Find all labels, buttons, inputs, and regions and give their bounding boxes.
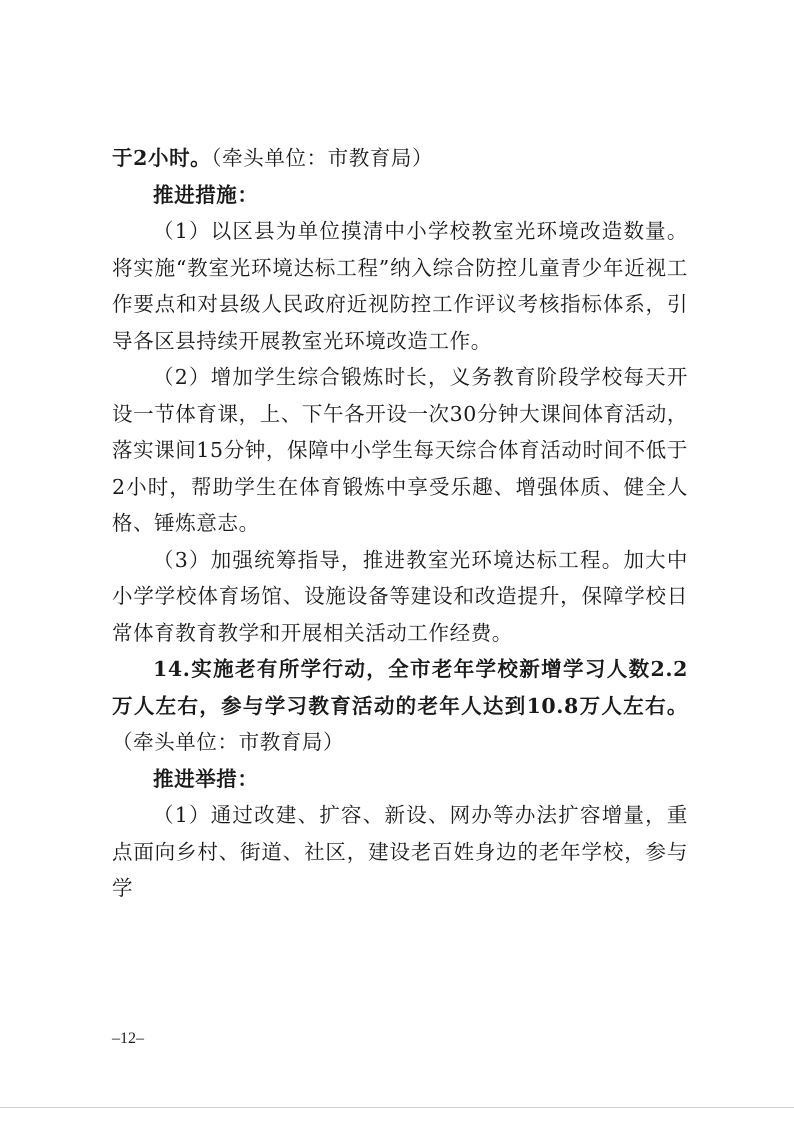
paragraph-intro (112, 140, 688, 177)
intro-bold-text: 于2小时。 (112, 146, 212, 170)
measure-item-1: （1）以区县为单位摸清中小学校教室光环境改造数量。将实施“教室光环境达标工程”纳入综合防控儿童青少年近视工作要点和对县级人民政府近视防控工作评议考核指标体系，引导各区县持续开展教室光环境改造工作。 (112, 219, 688, 353)
measures-heading: 推进措施： (153, 182, 259, 207)
page-edge-divider (0, 1107, 794, 1108)
measure-item-2: （2）增加学生综合锻炼时长，义务教育阶段学校每天开设一节体育课，上、下午各开设一次30分钟大课间体育活动，落实课间15分钟，保障中小学生每天综合体育活动时间不低于2小时，帮助学生在体育锻炼中享受乐趣、增强体质、健全人格、锤炼意志。 (112, 365, 688, 535)
measures-heading-2: 推进举措： (153, 766, 259, 791)
task-14-paragraph (112, 651, 688, 761)
measure-item-3: （3）加强统筹指导，推进教室光环境达标工程。加大中小学学校体育场馆、设施设备等建设和改造提升，保障学校日常体育教育教学和开展相关活动工作经费。 (112, 547, 688, 645)
document-body (112, 140, 688, 907)
page-number: –12– (112, 1030, 144, 1047)
task-14-title: 14.实施老有所学行动，全市老年学校新增学习人数2.2万人左右，参与学习教育活动的老年人达到10.8万人左右。 (112, 657, 688, 718)
lead-unit-text: （牵头单位：市教育局） (211, 146, 434, 170)
measure-item-2-1: （1）通过改建、扩容、新设、网办等办法扩容增量，重点面向乡村、街道、社区，建设老百姓身边的老年学校，参与学 (112, 803, 688, 900)
task-14-lead-unit: （牵头单位：市教育局） (112, 730, 345, 754)
